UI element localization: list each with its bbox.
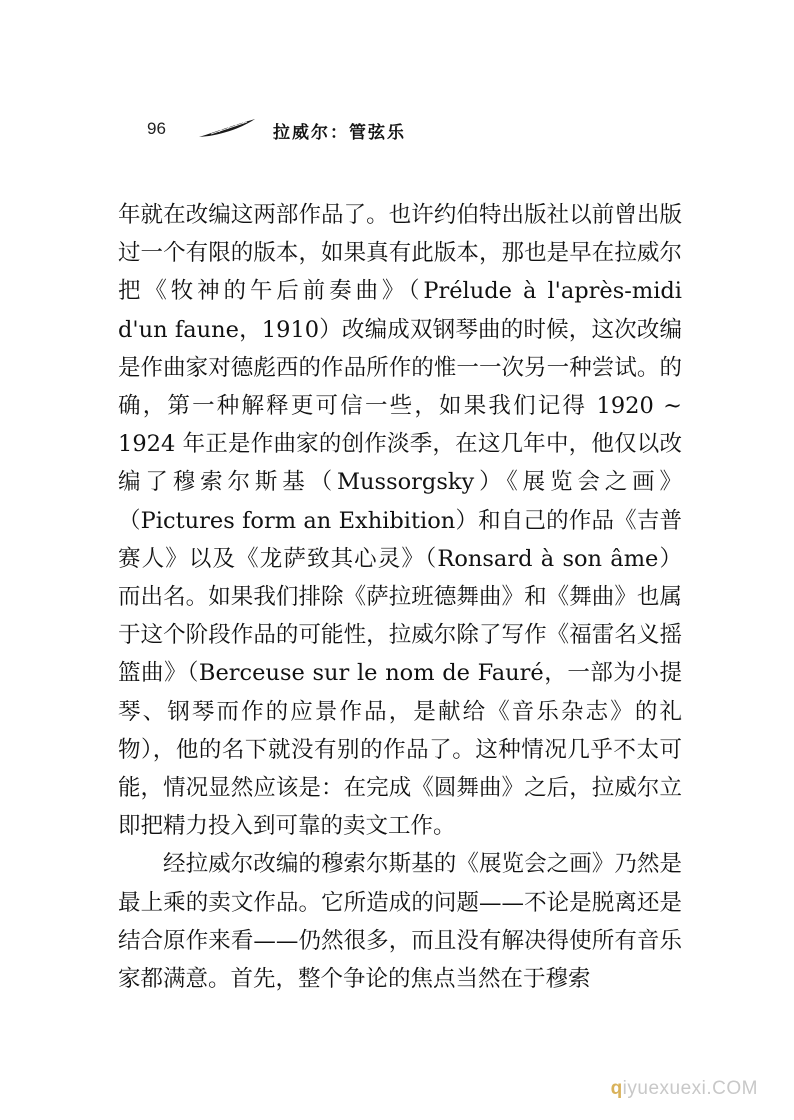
watermark [611,1078,758,1100]
watermark-logo-letter: q [610,1078,623,1099]
running-title: 拉威尔：管弦乐 [273,123,406,143]
body-text [118,196,682,998]
paragraph: 经拉威尔改编的穆索尔斯基的《展览会之画》乃然是最上乘的卖文作品。它所造成的问题——不论是脱离还是结合原作来看——仍然很多，而且没有解决得使所有音乐家都满意。首先，整个争论的焦点当然在于穆索 [118,851,682,993]
watermark-text: iyuexuexi.COM [622,1078,758,1099]
paragraph: 年就在改编这两部作品了。也许约伯特出版社以前曾出版过一个有限的版本，如果真有此版本，那也是早在拉威尔把《牧神的午后前奏曲》（Prélude à l'après-midi d'un faune，1910）改编成双钢琴曲的时候，这次改编是作曲家对德彪西的作品所作的惟一一次另一种尝试。的确，第一种解释更可信一些，如果我们记得 1920 ~ 1924 年正是作曲家的创作淡季，在这几年中，他仅以改编了穆索尔斯基（Mussorgsky）《展览会之画》（Pictures form an Exhibition）和自己的作品《吉普赛人》以及《龙萨致其心灵》（Ronsard à son âme）而出名。如果我们排除《萨拉班德舞曲》和《舞曲》也属于这个阶段作品的可能性，拉威尔除了写作《福雷名义摇篮曲》（Berceuse sur le nom de Fauré，一部为小提琴、钢琴而作的应景作品，是献给《音乐杂志》的礼物），他的名下就没有别的作品了。这种情况几乎不太可能，情况显然应该是：在完成《圆舞曲》之后，拉威尔立即把精力投入到可靠的卖文工作。 [118,202,682,840]
quill-pen-icon [197,116,257,140]
page-header [147,114,547,144]
page-number: 96 [147,119,166,138]
